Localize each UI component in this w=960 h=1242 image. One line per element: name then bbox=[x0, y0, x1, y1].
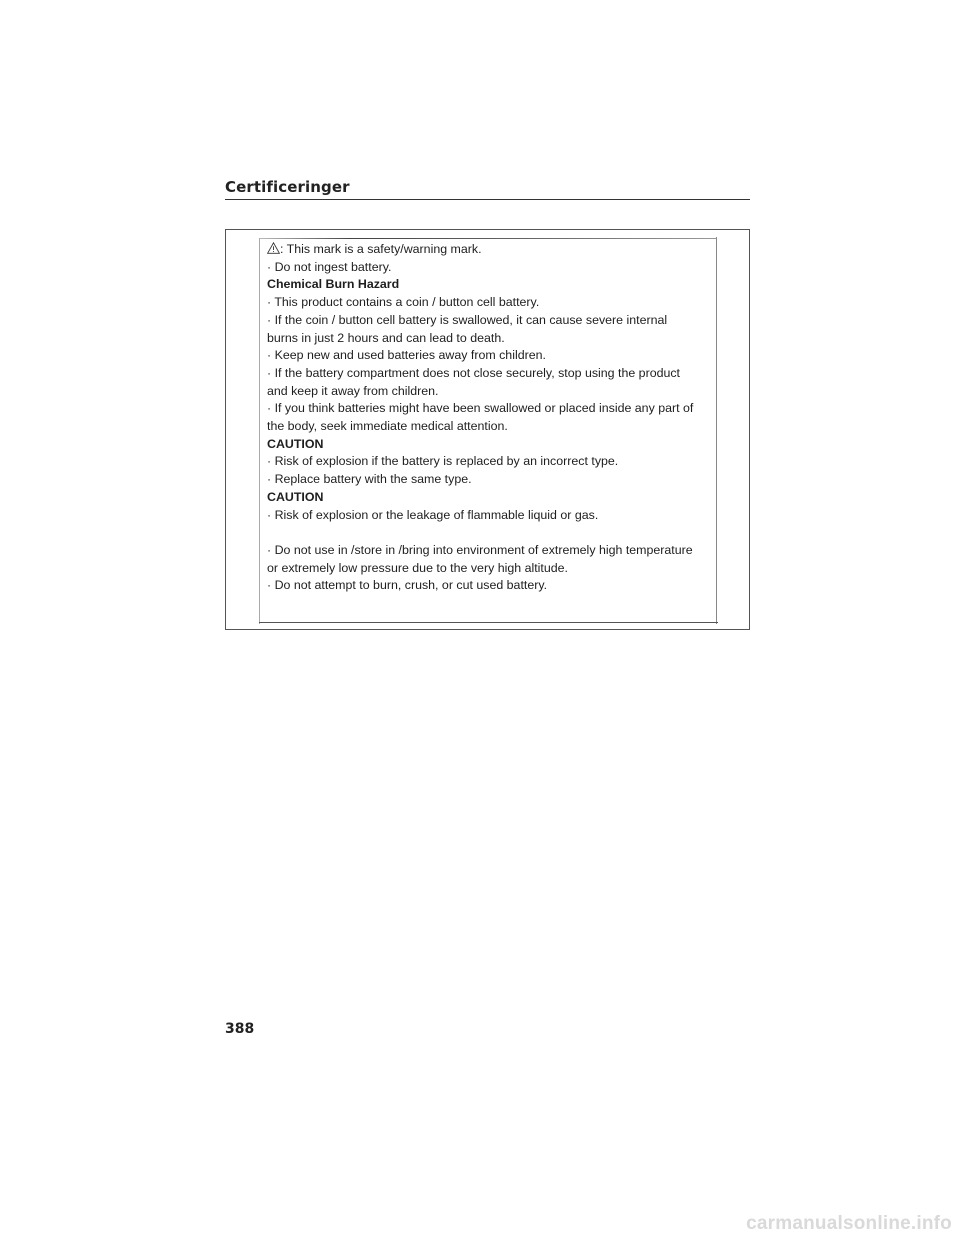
warning-line: burns in just 2 hours and can lead to death. bbox=[267, 330, 505, 345]
label-border-left bbox=[259, 238, 260, 624]
warning-line: · If the battery compartment does not close securely, stop using the product bbox=[267, 365, 681, 380]
warning-line: · Keep new and used batteries away from children. bbox=[267, 348, 546, 363]
warning-line: and keep it away from children. bbox=[267, 383, 439, 398]
label-border-right bbox=[716, 237, 717, 624]
warning-intro-text: : This mark is a safety/warning mark. bbox=[280, 242, 482, 256]
label-border-top bbox=[259, 238, 717, 239]
warning-heading: Chemical Burn Hazard bbox=[267, 277, 400, 292]
scanned-warning-label bbox=[259, 237, 717, 623]
warning-heading: CAUTION bbox=[267, 489, 324, 504]
warning-label-figure bbox=[225, 229, 750, 630]
warning-heading: CAUTION bbox=[267, 436, 324, 451]
warning-line: or extremely low pressure due to the very high altitude. bbox=[267, 560, 568, 575]
warning-intro-line bbox=[267, 241, 712, 259]
warning-line: the body, seek immediate medical attention. bbox=[267, 419, 508, 434]
warning-line: · Risk of explosion if the battery is replaced by an incorrect type. bbox=[267, 454, 619, 469]
section-title: Certificeringer bbox=[225, 178, 350, 196]
blank-line bbox=[267, 524, 712, 542]
warning-text-block bbox=[267, 241, 712, 595]
page-number: 388 bbox=[225, 1021, 255, 1037]
warning-lines bbox=[267, 259, 712, 595]
warning-line: · Do not ingest battery. bbox=[267, 259, 392, 274]
warning-line: · If you think batteries might have been swallowed or placed inside any part of bbox=[267, 401, 694, 416]
label-border-bottom bbox=[259, 622, 718, 623]
warning-line: · Do not use in /store in /bring into environment of extremely high temperature bbox=[267, 542, 693, 557]
warning-line: · If the coin / button cell battery is swallowed, it can cause severe internal bbox=[267, 312, 668, 327]
warning-line: · Risk of explosion or the leakage of flammable liquid or gas. bbox=[267, 507, 599, 522]
warning-triangle-icon bbox=[267, 242, 280, 254]
warning-line: · This product contains a coin / button cell battery. bbox=[267, 295, 540, 310]
warning-line: · Replace battery with the same type. bbox=[267, 472, 472, 487]
watermark-text: carmanualsonline.info bbox=[746, 1213, 952, 1234]
title-divider bbox=[225, 199, 750, 200]
warning-line: · Do not attempt to burn, crush, or cut used battery. bbox=[267, 578, 548, 593]
